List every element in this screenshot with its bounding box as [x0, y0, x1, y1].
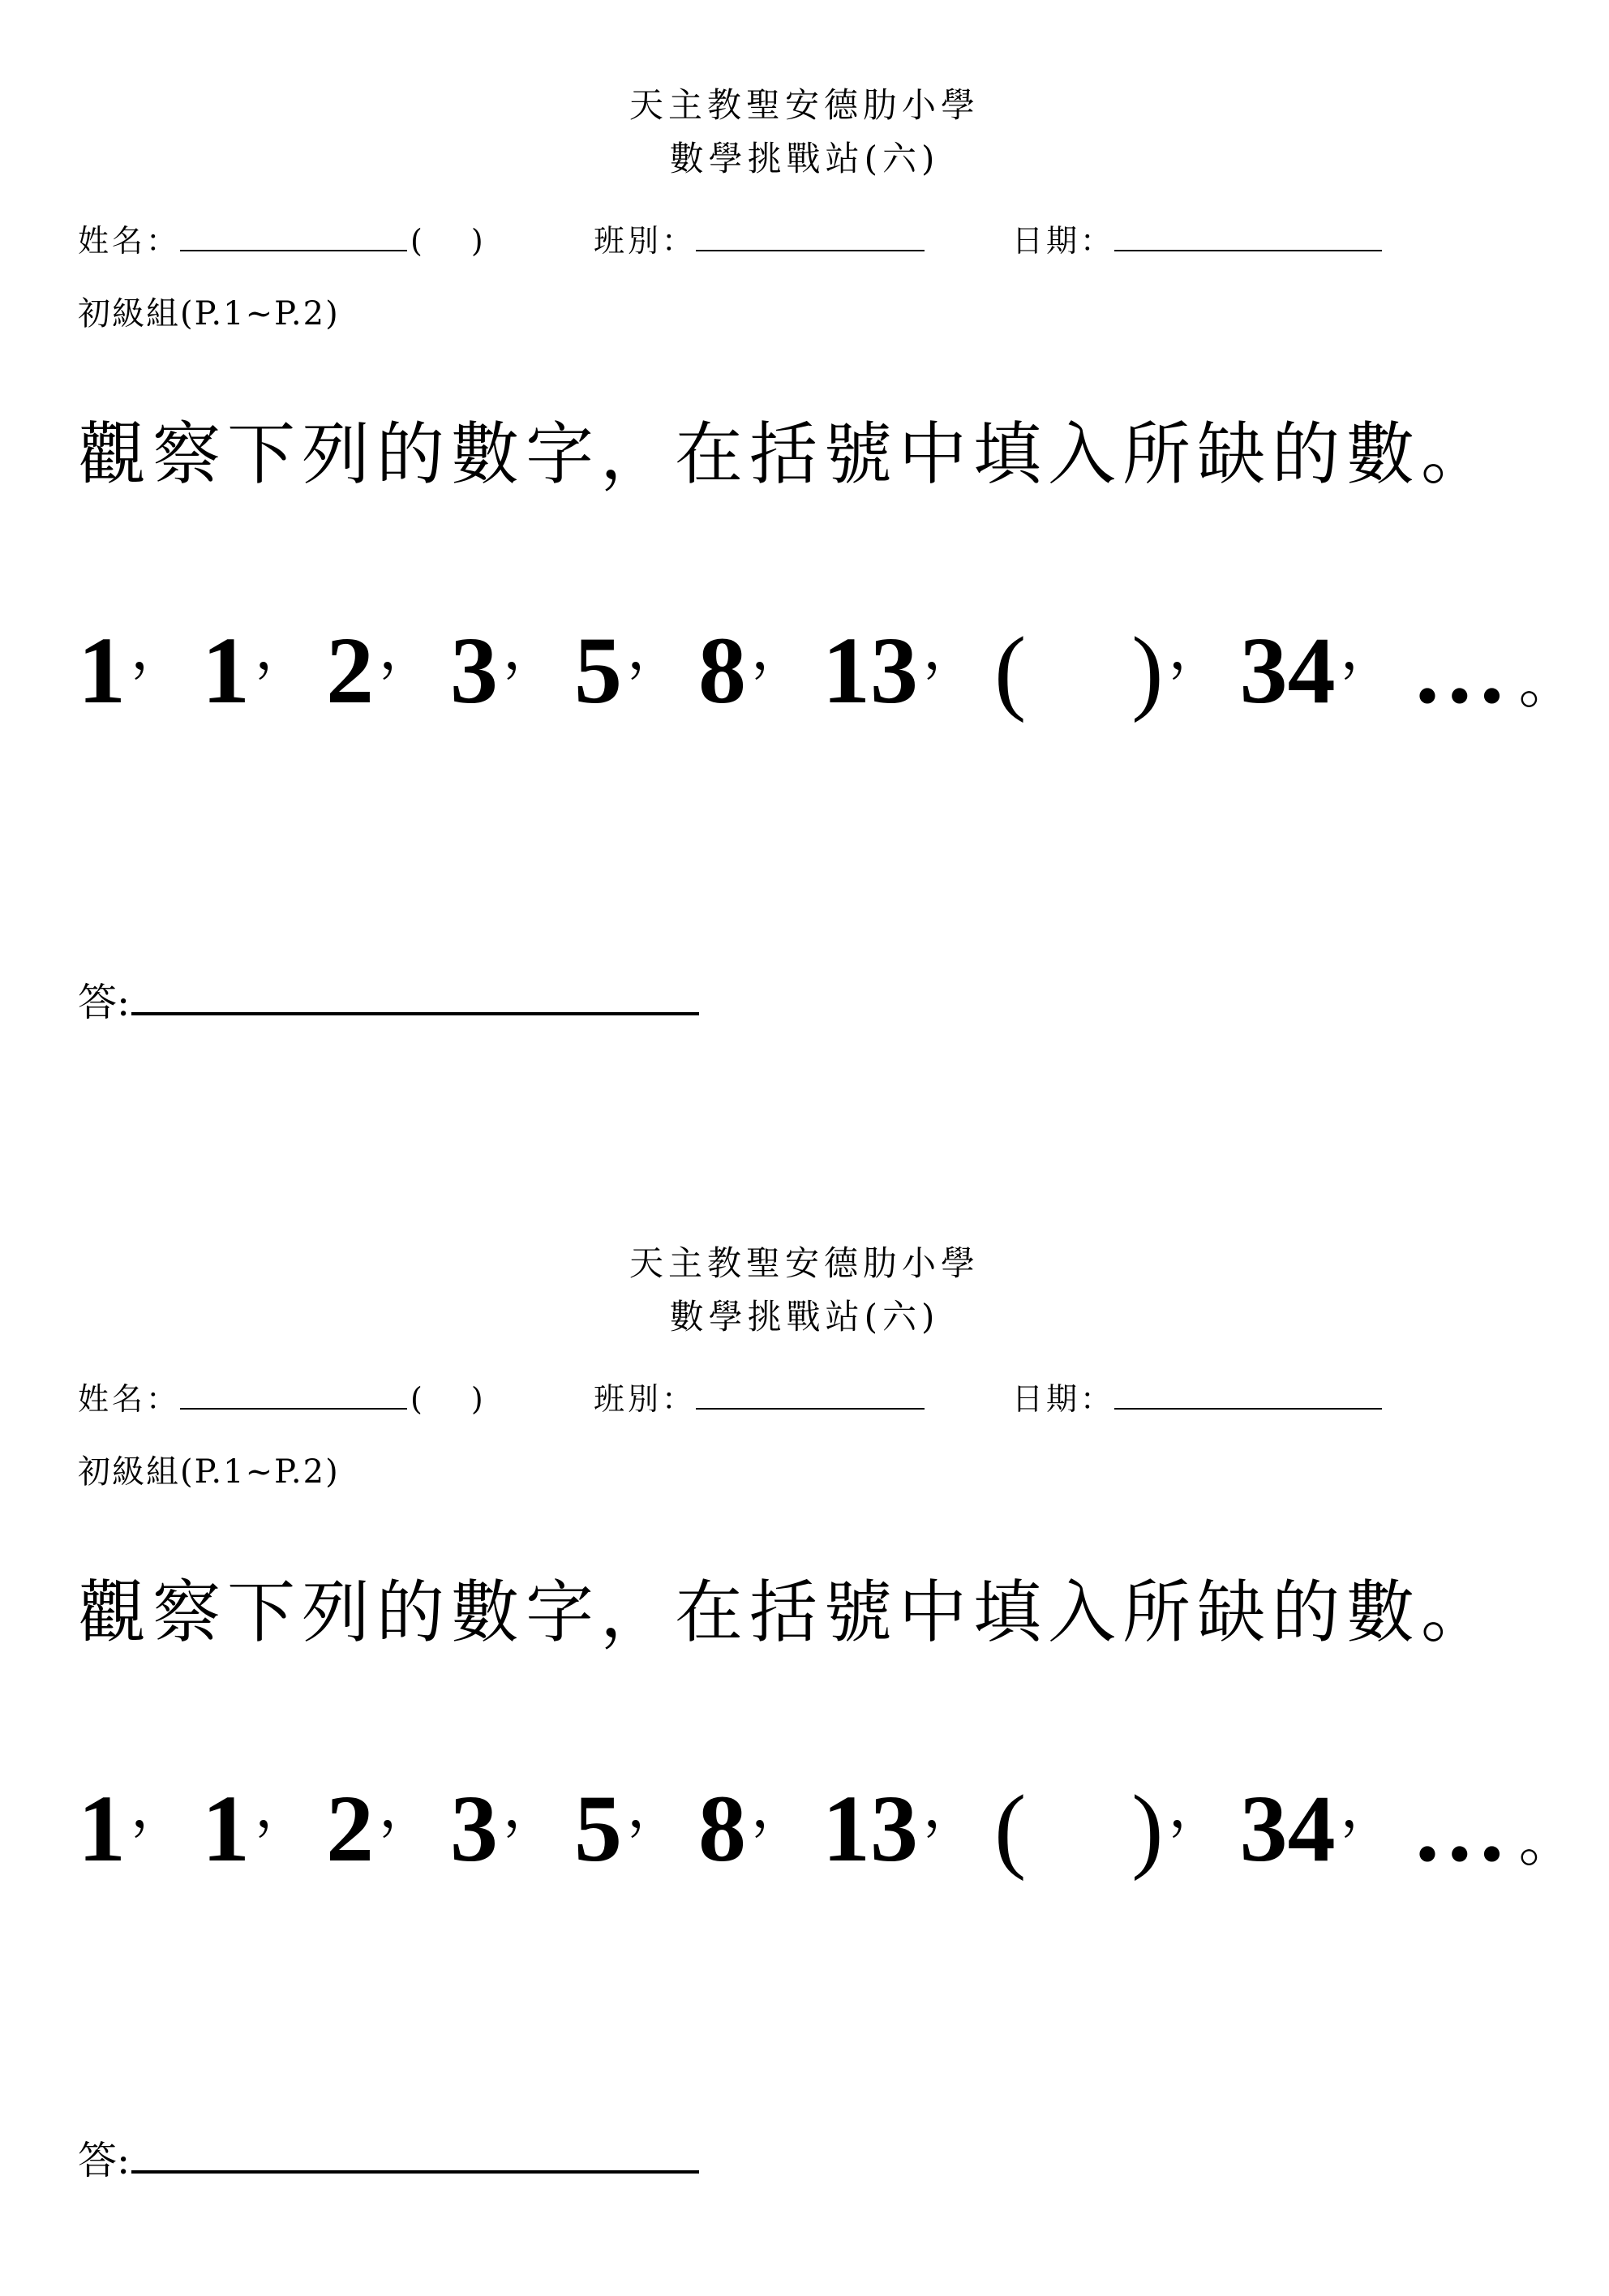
- date-label: 日期：: [1012, 1381, 1115, 1417]
- worksheet-copy-1: [0, 0, 1609, 1138]
- blank-paren-close: ): [1131, 617, 1164, 723]
- name-field: [78, 217, 487, 263]
- name-label: 姓名：: [78, 223, 181, 259]
- answer-row: [78, 965, 699, 1025]
- school-name: 天主教聖安德肋小學: [629, 85, 980, 125]
- worksheet-copy-2: [0, 1158, 1609, 2296]
- class-number-paren-open: (: [410, 1381, 426, 1417]
- name-blank-line: [180, 1375, 407, 1410]
- class-blank-line: [696, 1375, 925, 1410]
- sequence-separator: ，: [255, 1777, 311, 1839]
- sequence-separator: ，: [1168, 1777, 1225, 1839]
- sequence-separator: ，: [751, 1777, 808, 1839]
- class-label: 班別：: [594, 223, 697, 259]
- school-name: 天主教聖安德肋小學: [629, 1243, 980, 1283]
- sequence-separator: ，: [379, 1777, 436, 1839]
- class-number-paren-close: ): [470, 1381, 487, 1417]
- sequence-separator: ，: [503, 1777, 560, 1839]
- sequence-term: 5: [574, 1775, 622, 1882]
- student-info-row: [78, 217, 1538, 261]
- sequence-separator: ，: [379, 619, 436, 681]
- sequence-separator: ，: [255, 619, 311, 681]
- class-field: [594, 217, 925, 263]
- sequence-separator: ，: [131, 1777, 187, 1839]
- sequence-separator: ，: [1340, 1777, 1397, 1839]
- sequence-ellipsis: …: [1411, 1775, 1508, 1882]
- sequence-separator: ，: [1340, 619, 1397, 681]
- sequence-separator: ，: [1168, 619, 1225, 681]
- sequence-term: 34: [1239, 1775, 1336, 1882]
- worksheet-title: 數學挑戰站(六): [669, 1297, 940, 1337]
- sequence-term: 1: [78, 1775, 126, 1882]
- number-sequence: [78, 618, 1576, 723]
- level-label: 初級組(P.1~P.2): [78, 1453, 340, 1491]
- instruction-text: 觀察下列的數字，在括號中填入所缺的數。: [78, 1573, 1496, 1652]
- sequence-term: 1: [202, 1775, 250, 1882]
- sequence-separator: ，: [503, 619, 560, 681]
- sequence-separator: ，: [131, 619, 187, 681]
- blank-paren-open: (: [994, 1775, 1027, 1882]
- sequence-end-mark: 。: [1518, 653, 1576, 715]
- sequence-separator: ，: [627, 1777, 684, 1839]
- date-blank-line: [1114, 217, 1382, 251]
- sequence-term: 8: [698, 1775, 746, 1882]
- name-blank-line: [180, 217, 407, 251]
- sequence-term: 13: [822, 1775, 918, 1882]
- blank-paren-close: ): [1131, 1775, 1164, 1882]
- date-field: [1012, 217, 1382, 263]
- answer-label: 答:: [78, 2138, 131, 2183]
- sequence-term: 3: [450, 1775, 498, 1882]
- sequence-separator: ，: [923, 619, 980, 681]
- sequence-term: 34: [1239, 617, 1336, 723]
- missing-term-blank: [994, 1776, 1164, 1882]
- answer-blank-line: [131, 965, 699, 1015]
- level-label: 初級組(P.1~P.2): [78, 295, 340, 333]
- instruction-text: 觀察下列的數字，在括號中填入所缺的數。: [78, 414, 1496, 494]
- name-field: [78, 1375, 487, 1421]
- sequence-term: 2: [326, 1775, 374, 1882]
- answer-row: [78, 2123, 699, 2183]
- sequence-term: 3: [450, 617, 498, 723]
- sequence-ellipsis: …: [1411, 617, 1508, 723]
- date-label: 日期：: [1012, 223, 1115, 259]
- missing-term-blank: [994, 618, 1164, 723]
- worksheet-title: 數學挑戰站(六): [669, 139, 940, 178]
- class-number-paren-open: (: [410, 223, 426, 259]
- date-field: [1012, 1375, 1382, 1421]
- answer-blank-line: [131, 2123, 699, 2174]
- sequence-term: 1: [78, 617, 126, 723]
- class-label: 班別：: [594, 1381, 697, 1417]
- sequence-separator: ，: [923, 1777, 980, 1839]
- number-sequence: [78, 1776, 1576, 1882]
- sequence-term: 13: [822, 617, 918, 723]
- sequence-end-mark: 。: [1518, 1811, 1576, 1873]
- class-field: [594, 1375, 925, 1421]
- sequence-term: 1: [202, 617, 250, 723]
- sequence-separator: ，: [627, 619, 684, 681]
- student-info-row: [78, 1375, 1538, 1419]
- sequence-separator: ，: [751, 619, 808, 681]
- date-blank-line: [1114, 1375, 1382, 1410]
- sequence-term: 2: [326, 617, 374, 723]
- sequence-term: 8: [698, 617, 746, 723]
- class-blank-line: [696, 217, 925, 251]
- answer-label: 答:: [78, 980, 131, 1025]
- name-label: 姓名：: [78, 1381, 181, 1417]
- blank-paren-open: (: [994, 617, 1027, 723]
- class-number-paren-close: ): [470, 223, 487, 259]
- sequence-term: 5: [574, 617, 622, 723]
